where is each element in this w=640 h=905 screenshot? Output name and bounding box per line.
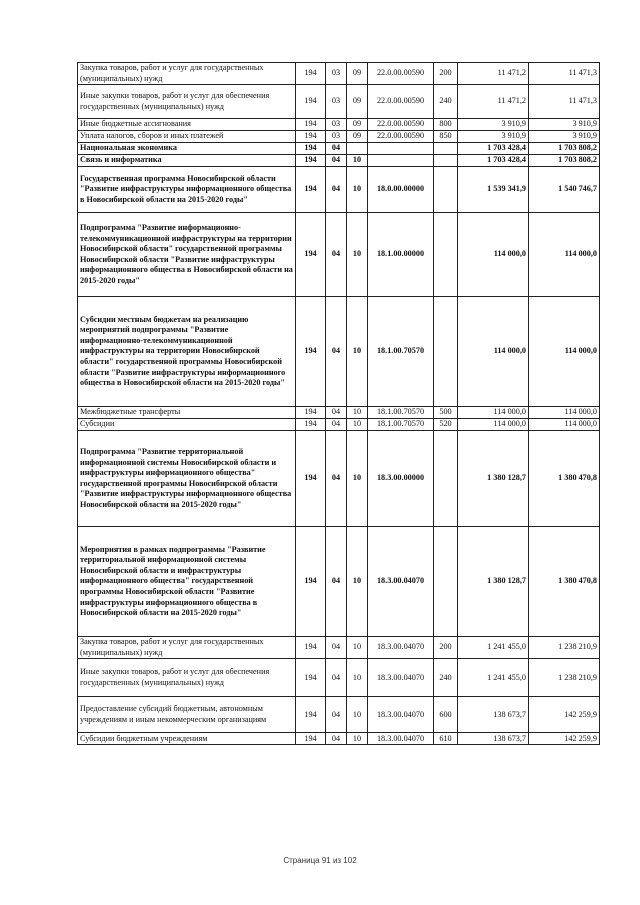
row-amount-year2: 1 703 808,2: [529, 143, 600, 155]
row-target-article: 18.3.00.04070: [368, 659, 434, 697]
row-subsection: 10: [347, 659, 368, 697]
row-amount-year1: 138 673,7: [458, 697, 529, 733]
row-section: 04: [326, 297, 347, 407]
row-name: Межбюджетные трансферты: [78, 407, 296, 419]
row-ministry-code: 194: [296, 637, 326, 659]
table-row: [78, 85, 600, 119]
row-amount-year1: 1 703 428,4: [458, 143, 529, 155]
table-row: [78, 659, 600, 697]
row-subsection: 10: [347, 637, 368, 659]
row-section: 04: [326, 155, 347, 167]
row-expense-type: [434, 143, 458, 155]
row-name: Иные закупки товаров, работ и услуг для обеспечения государственных (муниципальных) нужд: [78, 659, 296, 697]
row-expense-type: [434, 213, 458, 297]
row-target-article: 18.3.00.04070: [368, 637, 434, 659]
row-target-article: 18.1.00.00000: [368, 213, 434, 297]
table-row: [78, 407, 600, 419]
row-amount-year1: 11 471,2: [458, 63, 529, 85]
row-ministry-code: 194: [296, 431, 326, 527]
row-subsection: 10: [347, 297, 368, 407]
row-subsection: 10: [347, 527, 368, 637]
row-subsection: 09: [347, 119, 368, 131]
row-section: 04: [326, 697, 347, 733]
row-amount-year2: 142 259,9: [529, 697, 600, 733]
row-subsection: 09: [347, 85, 368, 119]
row-ministry-code: 194: [296, 63, 326, 85]
row-subsection: 09: [347, 63, 368, 85]
row-section: 04: [326, 143, 347, 155]
row-section: 04: [326, 419, 347, 431]
table-row: [78, 297, 600, 407]
row-ministry-code: 194: [296, 527, 326, 637]
row-target-article: 22.0.00.00590: [368, 63, 434, 85]
table-row: [78, 143, 600, 155]
row-subsection: 10: [347, 155, 368, 167]
row-section: 04: [326, 637, 347, 659]
row-expense-type: 600: [434, 697, 458, 733]
row-ministry-code: 194: [296, 85, 326, 119]
row-amount-year1: 11 471,2: [458, 85, 529, 119]
row-section: 04: [326, 733, 347, 745]
row-section: 03: [326, 63, 347, 85]
row-ministry-code: 194: [296, 659, 326, 697]
row-subsection: 10: [347, 407, 368, 419]
row-target-article: 18.3.00.04070: [368, 733, 434, 745]
row-target-article: 18.3.00.00000: [368, 431, 434, 527]
row-section: 03: [326, 131, 347, 143]
row-amount-year2: 1 380 470,8: [529, 431, 600, 527]
budget-table: [77, 62, 600, 745]
row-subsection: 10: [347, 167, 368, 213]
row-ministry-code: 194: [296, 733, 326, 745]
budget-table-body: [78, 63, 600, 745]
row-expense-type: [434, 297, 458, 407]
row-target-article: 18.0.00.00000: [368, 167, 434, 213]
row-expense-type: 800: [434, 119, 458, 131]
row-ministry-code: 194: [296, 143, 326, 155]
row-ministry-code: 194: [296, 213, 326, 297]
row-amount-year1: 138 673,7: [458, 733, 529, 745]
table-row: [78, 431, 600, 527]
row-name: Иные закупки товаров, работ и услуг для обеспечения государственных (муниципальных) нужд: [78, 85, 296, 119]
row-section: 04: [326, 431, 347, 527]
row-ministry-code: 194: [296, 131, 326, 143]
row-target-article: 22.0.00.00590: [368, 131, 434, 143]
row-amount-year2: 114 000,0: [529, 407, 600, 419]
row-amount-year2: 142 259,9: [529, 733, 600, 745]
row-subsection: 10: [347, 419, 368, 431]
row-amount-year2: 11 471,3: [529, 85, 600, 119]
row-subsection: 09: [347, 131, 368, 143]
row-expense-type: 520: [434, 419, 458, 431]
row-amount-year2: 1 238 210,9: [529, 659, 600, 697]
table-row: [78, 119, 600, 131]
row-amount-year2: 1 238 210,9: [529, 637, 600, 659]
row-amount-year1: 1 380 128,7: [458, 527, 529, 637]
row-target-article: 22.0.00.00590: [368, 85, 434, 119]
row-amount-year2: 1 703 808,2: [529, 155, 600, 167]
row-target-article: 18.1.00.70570: [368, 407, 434, 419]
row-section: 04: [326, 407, 347, 419]
row-name: Закупка товаров, работ и услуг для государственных (муниципальных) нужд: [78, 637, 296, 659]
row-section: 04: [326, 659, 347, 697]
row-section: 03: [326, 85, 347, 119]
row-amount-year1: 1 241 455,0: [458, 659, 529, 697]
row-amount-year2: 114 000,0: [529, 297, 600, 407]
row-amount-year2: 1 540 746,7: [529, 167, 600, 213]
row-name: Закупка товаров, работ и услуг для государственных (муниципальных) нужд: [78, 63, 296, 85]
row-expense-type: 200: [434, 63, 458, 85]
row-section: 04: [326, 527, 347, 637]
row-ministry-code: 194: [296, 297, 326, 407]
row-expense-type: 240: [434, 85, 458, 119]
row-subsection: 10: [347, 733, 368, 745]
row-amount-year1: 114 000,0: [458, 297, 529, 407]
row-target-article: 18.1.00.70570: [368, 419, 434, 431]
row-expense-type: 500: [434, 407, 458, 419]
row-expense-type: [434, 155, 458, 167]
row-subsection: 10: [347, 213, 368, 297]
table-row: [78, 131, 600, 143]
row-ministry-code: 194: [296, 167, 326, 213]
row-target-article: [368, 155, 434, 167]
row-name: Субсидии местным бюджетам на реализацию мероприятий подпрограммы "Развитие информационно-телекоммуникационной инфраструктуры на территории Новосибирской области" государственной программы Новосибирской области "Развитие инфраструктуры информационного общества в Новосибирской области на 2015-2020 годы": [78, 297, 296, 407]
table-row: [78, 155, 600, 167]
row-expense-type: [434, 167, 458, 213]
row-amount-year2: 11 471,3: [529, 63, 600, 85]
row-name: Субсидии: [78, 419, 296, 431]
row-expense-type: 610: [434, 733, 458, 745]
row-ministry-code: 194: [296, 697, 326, 733]
row-amount-year2: 3 910,9: [529, 131, 600, 143]
row-amount-year2: 114 000,0: [529, 213, 600, 297]
row-name: Национальная экономика: [78, 143, 296, 155]
row-section: 04: [326, 213, 347, 297]
row-expense-type: 240: [434, 659, 458, 697]
row-amount-year1: 114 000,0: [458, 213, 529, 297]
row-subsection: 10: [347, 697, 368, 733]
row-target-article: 18.1.00.70570: [368, 297, 434, 407]
row-name: Предоставление субсидий бюджетным, автономным учреждениям и иным некоммерческим организациям: [78, 697, 296, 733]
table-row: [78, 63, 600, 85]
row-amount-year1: 3 910,9: [458, 131, 529, 143]
row-target-article: 18.3.00.04070: [368, 527, 434, 637]
row-name: Иные бюджетные ассигнования: [78, 119, 296, 131]
row-name: Субсидии бюджетным учреждениям: [78, 733, 296, 745]
row-expense-type: [434, 431, 458, 527]
table-row: [78, 527, 600, 637]
page-number: Страница 91 из 102: [283, 856, 357, 865]
table-row: [78, 733, 600, 745]
row-ministry-code: 194: [296, 407, 326, 419]
row-target-article: 22.0.00.00590: [368, 119, 434, 131]
row-target-article: [368, 143, 434, 155]
row-section: 04: [326, 167, 347, 213]
row-name: Связь и информатика: [78, 155, 296, 167]
table-row: [78, 213, 600, 297]
row-name: Уплата налогов, сборов и иных платежей: [78, 131, 296, 143]
row-amount-year1: 1 539 341,9: [458, 167, 529, 213]
table-row: [78, 637, 600, 659]
row-section: 03: [326, 119, 347, 131]
row-ministry-code: 194: [296, 419, 326, 431]
row-amount-year1: 114 000,0: [458, 407, 529, 419]
row-ministry-code: 194: [296, 119, 326, 131]
row-amount-year2: 3 910,9: [529, 119, 600, 131]
row-name: Мероприятия в рамках подпрограммы "Развитие территориальной информационной системы Новосибирской области и инфраструктуры информационного общества" государственной программы Новосибирской области "Развитие инфраструктуры информационного общества в Новосибирской области на 2015-2020 годы": [78, 527, 296, 637]
row-expense-type: [434, 527, 458, 637]
row-ministry-code: 194: [296, 155, 326, 167]
row-subsection: 10: [347, 431, 368, 527]
row-amount-year1: 3 910,9: [458, 119, 529, 131]
row-target-article: 18.3.00.04070: [368, 697, 434, 733]
row-amount-year1: 1 241 455,0: [458, 637, 529, 659]
table-row: [78, 419, 600, 431]
row-subsection: [347, 143, 368, 155]
table-row: [78, 697, 600, 733]
row-amount-year1: 1 703 428,4: [458, 155, 529, 167]
row-amount-year2: 114 000,0: [529, 419, 600, 431]
row-expense-type: 200: [434, 637, 458, 659]
row-amount-year1: 1 380 128,7: [458, 431, 529, 527]
row-name: Государственная программа Новосибирской области "Развитие инфраструктуры информационного общества в Новосибирской области на 2015-2020 годы": [78, 167, 296, 213]
row-name: Подпрограмма "Развитие территориальной информационной системы Новосибирской области и инфраструктуры информационного общества" государственной программы Новосибирской области "Развитие инфраструктуры информационного общества Новосибирской области на 2015-2020 годы": [78, 431, 296, 527]
table-row: [78, 167, 600, 213]
row-name: Подпрограмма "Развитие информационно-телекоммуникационной инфраструктуры на территории Новосибирской области" государственной программы Новосибирской области "Развитие инфраструктуры информационного общества в Новосибирской области на 2015-2020 годы": [78, 213, 296, 297]
row-amount-year1: 114 000,0: [458, 419, 529, 431]
row-amount-year2: 1 380 470,8: [529, 527, 600, 637]
row-expense-type: 850: [434, 131, 458, 143]
